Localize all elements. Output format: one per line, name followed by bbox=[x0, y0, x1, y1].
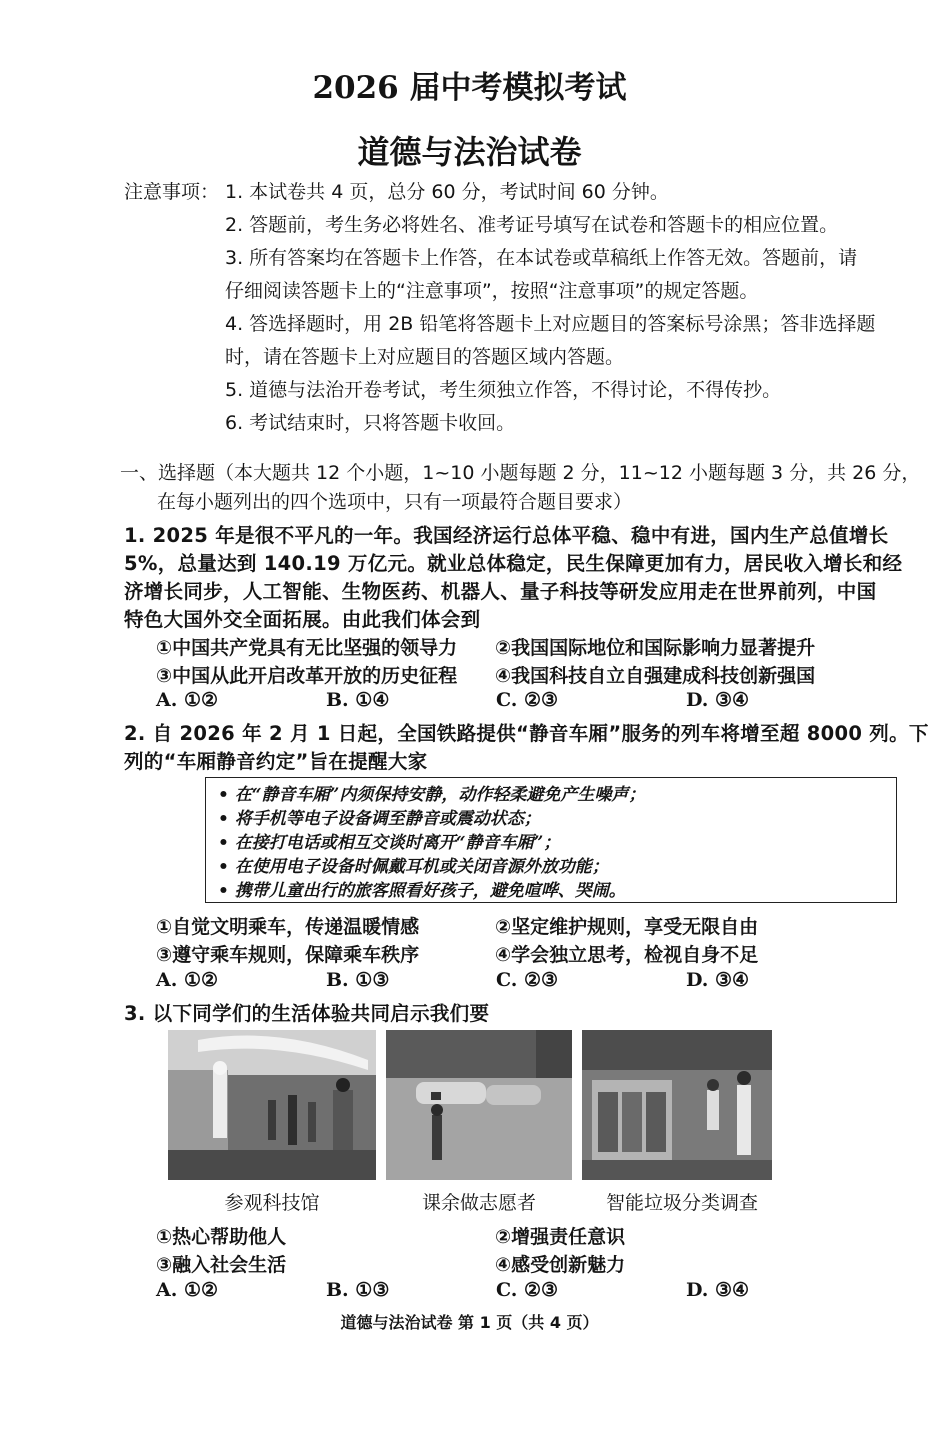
photo-science-museum bbox=[168, 1030, 376, 1180]
note-line: 1. 本试卷共 4 页，总分 60 分，考试时间 60 分钟。 bbox=[225, 181, 669, 203]
q1-option: ④我国科技自立自强建成科技创新强国 bbox=[495, 665, 816, 687]
photo-caption: 智能垃圾分类调查 bbox=[605, 1192, 758, 1214]
note-line: 时，请在答题卡上对应题目的答题区域内答题。 bbox=[225, 346, 625, 368]
q2-stem: 列的“车厢静音约定”旨在提醒大家 bbox=[124, 750, 428, 773]
q1-answer-b: B. ①④ bbox=[326, 689, 390, 711]
q3-option: ③融入社会生活 bbox=[156, 1254, 287, 1276]
note-line: 2. 答题前，考生务必将姓名、准考证号填写在试卷和答题卡的相应位置。 bbox=[225, 214, 839, 236]
q3-answer-b: B. ①③ bbox=[326, 1279, 390, 1301]
rule-item: • 在接打电话或相互交谈时离开“静音车厢”； bbox=[218, 833, 561, 853]
q1-answer-a: A. ①② bbox=[156, 689, 219, 711]
note-line: 3. 所有答案均在答题卡上作答，在本试卷或草稿纸上作答无效。答题前，请 bbox=[225, 247, 858, 269]
q3-option: ②增强责任意识 bbox=[495, 1226, 626, 1248]
photo-caption: 参观科技馆 bbox=[224, 1192, 320, 1214]
q2-answer-a: A. ①② bbox=[156, 969, 219, 991]
q1-option: ②我国国际地位和国际影响力显著提升 bbox=[495, 637, 816, 659]
notes-label: 注意事项： bbox=[124, 181, 220, 203]
q3-answer-d: D. ③④ bbox=[686, 1279, 750, 1301]
q2-option: ①自觉文明乘车，传递温暖情感 bbox=[156, 916, 420, 938]
note-line: 6. 考试结束时，只将答题卡收回。 bbox=[225, 412, 516, 434]
q2-answer-b: B. ①③ bbox=[326, 969, 390, 991]
q3-answer-a: A. ①② bbox=[156, 1279, 219, 1301]
rule-item: • 在使用电子设备时佩戴耳机或关闭音源外放功能； bbox=[218, 857, 609, 877]
photo-volunteer bbox=[386, 1030, 572, 1180]
rule-item: • 携带儿童出行的旅客照看好孩子，避免喧哗、哭闹。 bbox=[218, 881, 626, 901]
page-footer: 道德与法治试卷 第 1 页（共 4 页） bbox=[340, 1313, 599, 1332]
photo-garbage-sorting bbox=[582, 1030, 772, 1180]
rule-item: • 在“静音车厢”内须保持安静，动作轻柔避免产生噪声； bbox=[218, 785, 646, 805]
q2-answer-d: D. ③④ bbox=[686, 969, 750, 991]
q1-stem: 特色大国外交全面拓展。由此我们体会到 bbox=[124, 608, 481, 631]
exam-title: 2026 届中考模拟考试 bbox=[312, 70, 627, 106]
section-heading: 一、选择题（本大题共 12 个小题，1~10 小题每题 2 分，11~12 小题每题 3 分，共 26 分， bbox=[120, 462, 921, 484]
q1-option: ①中国共产党具有无比坚强的领导力 bbox=[156, 637, 458, 659]
q3-answer-c: C. ②③ bbox=[496, 1279, 559, 1301]
q3-stem: 3. 以下同学们的生活体验共同启示我们要 bbox=[124, 1002, 490, 1025]
q3-option: ④感受创新魅力 bbox=[495, 1254, 626, 1276]
q1-answer-d: D. ③④ bbox=[686, 689, 750, 711]
note-line: 4. 答选择题时，用 2B 铅笔将答题卡上对应题目的答案标号涂黑；答非选择题 bbox=[225, 313, 876, 335]
q1-stem: 1. 2025 年是很不平凡的一年。我国经济运行总体平稳、稳中有进，国内生产总值增长 bbox=[124, 524, 889, 547]
quiet-car-rules-box bbox=[205, 777, 897, 903]
q2-option: ②坚定维护规则，享受无限自由 bbox=[495, 916, 759, 938]
q1-option: ③中国从此开启改革开放的历史征程 bbox=[156, 665, 458, 687]
note-line: 仔细阅读答题卡上的“注意事项”，按照“注意事项”的规定答题。 bbox=[225, 280, 759, 302]
q3-option: ①热心帮助他人 bbox=[156, 1226, 287, 1248]
exam-subtitle: 道德与法治试卷 bbox=[357, 133, 582, 171]
q2-stem: 2. 自 2026 年 2 月 1 日起，全国铁路提供“静音车厢”服务的列车将增至超 8000 列。下 bbox=[124, 722, 929, 745]
q1-stem: 5%，总量达到 140.19 万亿元。就业总体稳定，民生保障更加有力，居民收入增长和经 bbox=[124, 552, 903, 575]
section-heading-cont: 在每小题列出的四个选项中，只有一项最符合题目要求） bbox=[157, 491, 633, 513]
q2-answer-c: C. ②③ bbox=[496, 969, 559, 991]
note-line: 5. 道德与法治开卷考试，考生须独立作答，不得讨论，不得传抄。 bbox=[225, 379, 782, 401]
q2-option: ④学会独立思考，检视自身不足 bbox=[495, 944, 759, 966]
q1-answer-c: C. ②③ bbox=[496, 689, 559, 711]
q2-option: ③遵守乘车规则，保障乘车秩序 bbox=[156, 944, 420, 966]
q1-stem: 济增长同步，人工智能、生物医药、机器人、量子科技等研发应用走在世界前列，中国 bbox=[124, 580, 877, 603]
rule-item: • 将手机等电子设备调至静音或震动状态； bbox=[218, 809, 541, 829]
photo-caption: 课余做志愿者 bbox=[421, 1192, 536, 1214]
